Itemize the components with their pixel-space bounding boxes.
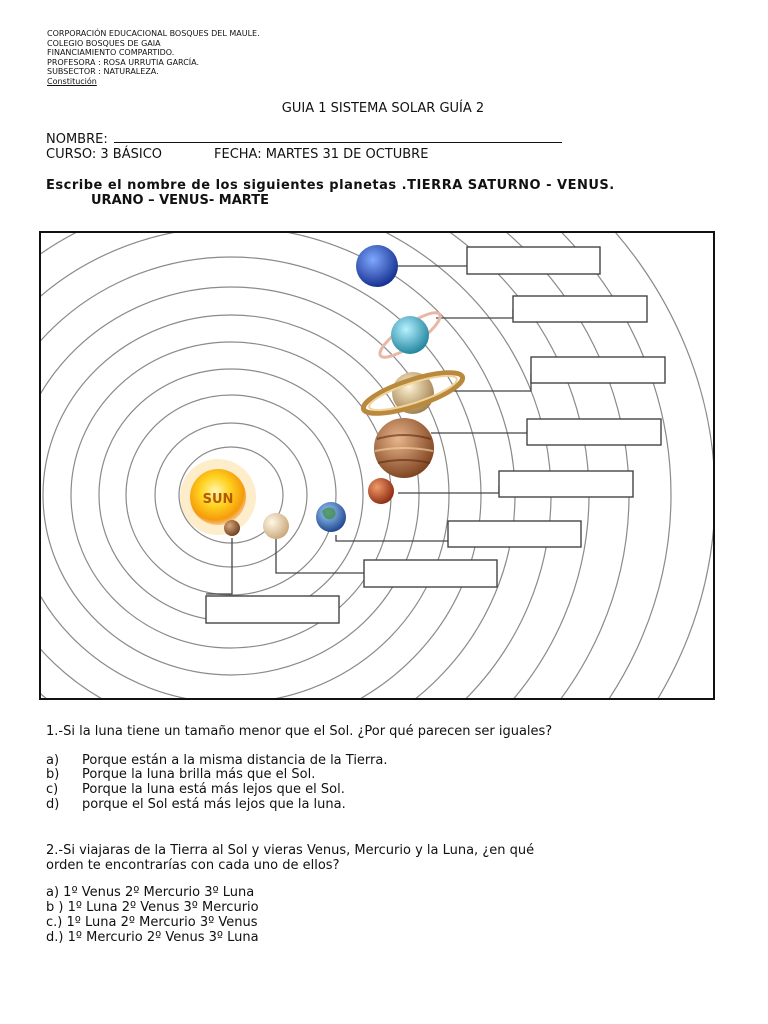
- name-label: NOMBRE:: [46, 132, 108, 147]
- page-title: [0, 101, 768, 116]
- name-row: [46, 131, 562, 147]
- q2-option-b[interactable]: b ) 1º Luna 2º Venus 3º Mercurio: [46, 900, 259, 915]
- q2-option-a[interactable]: a) 1º Venus 2º Mercurio 3º Luna: [46, 885, 255, 900]
- uranus-planet: [375, 306, 445, 364]
- header-line: FINANCIAMIENTO COMPARTIDO.: [47, 48, 175, 57]
- sun-label: SUN: [202, 492, 234, 507]
- q2-option-d[interactable]: d.) 1º Mercurio 2º Venus 3º Luna: [46, 930, 259, 945]
- option-text: porque el Sol está más lejos que la luna.: [82, 797, 346, 812]
- neptune-planet: [356, 245, 398, 287]
- option-letter: d): [46, 797, 60, 812]
- course-label: CURSO: 3 BÁSICO: [46, 147, 163, 162]
- q1-option-b[interactable]: [46, 768, 315, 783]
- instruction-line-1: Escribe el nombre de los siguientes planetas .TIERRA SATURNO - VENUS.: [46, 178, 615, 193]
- name-blank-line[interactable]: [114, 131, 562, 143]
- course-row: [46, 147, 428, 162]
- page-title-text: GUIA 1 SISTEMA SOLAR GUÍA 2: [281, 101, 485, 116]
- school-header: [47, 29, 260, 86]
- solar-system-illustration: [41, 233, 715, 700]
- option-text: Porque la luna brilla más que el Sol.: [82, 767, 316, 782]
- jupiter-planet: [374, 418, 434, 478]
- q2-option-c[interactable]: c.) 1º Luna 2º Mercurio 3º Venus: [46, 915, 258, 930]
- header-location: Constitución: [47, 76, 97, 86]
- option-letter: c): [46, 782, 59, 797]
- option-letter: b): [46, 767, 60, 782]
- saturn-planet: [360, 365, 467, 422]
- mars-planet: [368, 478, 394, 504]
- question-2-line-1: 2.-Si viajaras de la Tierra al Sol y vieras Venus, Mercurio y la Luna, ¿en qué: [46, 843, 535, 858]
- option-text: Porque están a la misma distancia de la Tierra.: [82, 753, 388, 768]
- instruction: [46, 178, 726, 208]
- venus-planet: [263, 513, 289, 539]
- instruction-line-2: URANO – VENUS- MARTE: [91, 193, 269, 208]
- date-label: FECHA: MARTES 31 DE OCTUBRE: [214, 147, 429, 162]
- option-letter: a): [46, 753, 60, 768]
- solar-system-diagram: [39, 231, 715, 700]
- header-line: PROFESORA : ROSA URRUTIA GARCÍA.: [47, 57, 200, 67]
- header-line: SUBSECTOR : NATURALEZA.: [47, 67, 159, 76]
- answer-boxes[interactable]: [206, 247, 665, 623]
- q1-option-d[interactable]: [46, 798, 346, 813]
- header-line: CORPORACIÓN EDUCACIONAL BOSQUES DEL MAULE.: [47, 29, 260, 38]
- question-1: 1.-Si la luna tiene un tamaño menor que el Sol. ¿Por qué parecen ser iguales?: [46, 724, 553, 739]
- header-line: COLEGIO BOSQUES DE GAIA: [47, 38, 161, 48]
- option-text: Porque la luna está más lejos que el Sol.: [82, 782, 345, 797]
- q1-option-c[interactable]: [46, 783, 345, 798]
- question-2-line-2: orden te encontrarías con cada uno de ellos?: [46, 858, 340, 873]
- mercury-planet: [224, 520, 240, 536]
